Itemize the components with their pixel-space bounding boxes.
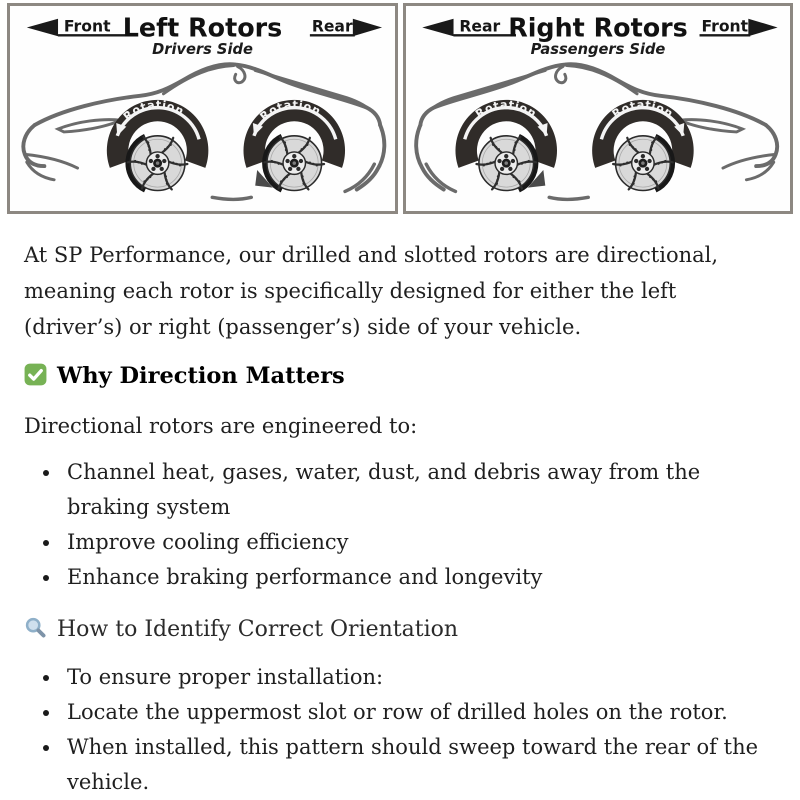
list-item: • Enhance braking performance and longevity <box>62 560 766 595</box>
rotation-label: Rotation <box>257 98 324 124</box>
rear-right-arrow-icon <box>353 19 382 37</box>
rotation-label: Rotation <box>609 98 676 121</box>
front-left-arrow-icon <box>27 19 58 37</box>
benefits-list <box>24 455 766 595</box>
rear-label: Rear <box>311 17 353 36</box>
why-direction-matters-heading <box>24 361 766 391</box>
check-mark-button-icon <box>24 363 47 386</box>
left-rotors-panel <box>7 3 398 214</box>
passengers-side-subtitle: Passengers Side <box>530 40 666 58</box>
rotation-label: Rotation <box>473 98 539 121</box>
front-label: Front <box>701 17 749 36</box>
left-panel-header <box>27 12 382 58</box>
list-item: • Channel heat, gases, water, dust, and debris away from the braking system <box>62 455 766 525</box>
front-right-arrow-icon <box>748 19 777 37</box>
left-rotors-title: Left Rotors <box>122 12 283 43</box>
right-rotors-panel <box>403 3 793 214</box>
list-item: • To ensure proper installation: <box>62 660 766 695</box>
magnifying-glass-icon <box>24 616 47 639</box>
list-item: • When installed, this pattern should sweep toward the rear of the vehicle. <box>62 730 766 800</box>
intro-paragraph: At SP Performance, our drilled and slotted rotors are directional, meaning each rotor is specifically designed for either the left (driver’s) or right (passenger’s) side of your vehicle. <box>24 243 719 339</box>
rotation-label: Rotation <box>120 98 187 124</box>
drivers-side-subtitle: Drivers Side <box>152 40 253 58</box>
rotor-direction-diagram <box>0 0 800 214</box>
article-body <box>0 237 800 800</box>
rear-left-arrow-icon <box>422 19 453 37</box>
list-item: • Improve cooling efficiency <box>62 525 766 560</box>
rear-label: Rear <box>459 17 501 36</box>
installation-list <box>24 660 766 800</box>
why-direction-matters-text: Why Direction Matters <box>57 363 345 389</box>
identify-orientation-heading <box>24 615 766 645</box>
list-item: • Locate the uppermost slot or row of drilled holes on the rotor. <box>62 695 766 730</box>
identify-orientation-text: How to Identify Correct Orientation <box>57 617 459 642</box>
right-rotors-title: Right Rotors <box>508 12 688 43</box>
engineered-lead-text: Directional rotors are engineered to: <box>24 414 418 438</box>
left-car-illustration <box>23 64 384 199</box>
right-car-illustration <box>416 64 777 199</box>
right-panel-header <box>422 12 777 58</box>
front-label: Front <box>63 17 111 36</box>
